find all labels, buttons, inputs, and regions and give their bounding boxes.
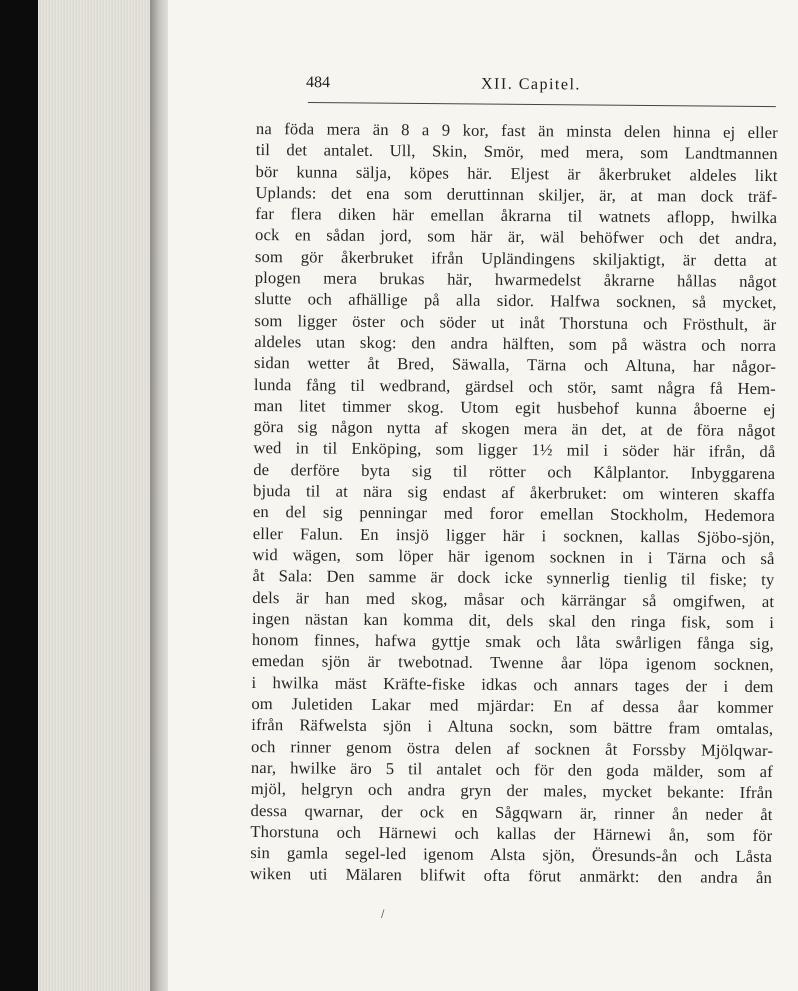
text-line: de derföre byta sig til rötter och Kålplantor. Inbyggarena xyxy=(253,459,776,483)
text-line: wed in til Enköping, som ligger 1½ mil i söder här ifrån, då xyxy=(253,438,776,462)
text-line: slutte och afhällige på alla sidor. Halfwa socknen, så mycket, xyxy=(254,289,777,313)
text-line: nar, hwilke äro 5 til antalet och för den goda mälder, som af xyxy=(250,757,773,781)
text-line: aldeles utan skog: den andra hälften, som på wästra och norra xyxy=(254,331,777,356)
text-line: ock en sådan jord, som här är, wäl behöfwer och det andra, xyxy=(255,225,778,249)
running-header xyxy=(306,74,778,104)
text-line: Uplands: det ena som deruttinnan skiljer, är, at man dock träf- xyxy=(255,182,778,206)
text-line: far flera diken här emellan åkrarna til watnets aflopp, hwilka xyxy=(255,204,778,228)
margin-mark: / xyxy=(381,909,385,920)
book-page-edges xyxy=(38,0,156,991)
text-line: eller Falun. En insjö ligger här i socknen, kallas Sjöbo-sjön, xyxy=(252,523,775,547)
text-line: man litet timmer skog. Utom egit husbehof kunna åboerne ej xyxy=(253,395,776,419)
body-text xyxy=(250,118,778,889)
text-line: en del sig penningar med foror emellan Stockholm, Hedemora xyxy=(252,502,775,526)
text-line: ingen nästan kan komma dit, dels skal den ringa fisk, som i xyxy=(251,608,775,632)
text-line: wid wägen, som löper här igenom socknen in i Tärna och så xyxy=(252,544,775,569)
text-line: göra sig någon nytta af skogen mera än det, at de föra något xyxy=(253,417,776,441)
text-line: sidan wetter åt Bred, Säwalla, Tärna och Altuna, har någor- xyxy=(254,353,777,377)
text-line: til det antalet. Ull, Skin, Smör, med mera, som Landtmannen xyxy=(255,140,778,164)
text-line: dessa qwarnar, der ock en Sågqwarn är, rinner ån neder åt xyxy=(250,800,773,824)
text-line: wiken uti Mälaren blifwit ofta förut anmärkt: den andra ån xyxy=(249,864,773,888)
text-line: som gör åkerbruket ifrån Upländingens skiljaktigt, är detta at xyxy=(254,246,777,270)
text-line: ifrån Räfwelsta sjön i Altuna sockn, som bättre fram omtalas, xyxy=(251,715,774,739)
text-line: plogen mera brukas här, hwarmedelst åkrarne hållas något xyxy=(254,268,777,292)
page-number: 484 xyxy=(305,74,331,92)
text-line: om Juletiden Lakar med mjärdar: En af dessa åar kommer xyxy=(251,693,774,718)
text-line: bör kunna sälja, köpes här. Eljest är åkerbruket aldeles likt xyxy=(255,161,778,185)
text-line: mjöl, helgryn och andra gryn der males, mycket bekante: Ifrån xyxy=(250,779,773,803)
text-line: emedan sjön är twebotnad. Twenne åar löpa igenom socknen, xyxy=(251,651,774,675)
text-line: na föda mera än 8 a 9 kor, fast än minsta delen hinna ej eller xyxy=(255,118,778,143)
text-line: bjuda til at nära sig endast af åkerbruket: om winteren skaffa xyxy=(252,481,776,505)
text-line: sin gamla segel-led igenom Alsta sjön, Öresunds-ån och Låsta xyxy=(250,843,773,867)
text-line: Thorstuna och Härnewi och kallas der Härnewi ån, som för xyxy=(250,821,773,845)
text-line: som ligger öster och söder ut inåt Thorstuna och Frösthult, är xyxy=(254,310,777,334)
text-line: och rinner genom östra delen af socknen åt Forssby Mjölqwar- xyxy=(250,736,774,760)
text-line: i hwilka mäst Kräfte-fiske idkas och annars tages der i dem xyxy=(251,672,774,696)
text-line: honom finnes, hafwa gyttje smak och låta swårligen fånga sig, xyxy=(251,630,774,654)
text-line: lunda fång til wedbrand, gärdsel och stör, samt några få Hem- xyxy=(253,374,776,398)
text-line: åt Sala: Den samme är dock icke synnerlig tienlig til fiske; ty xyxy=(252,566,775,590)
chapter-title: XII. Capitel. xyxy=(480,75,582,94)
text-line: dels är han med skog, måsar och kärrängar så omgifwen, at xyxy=(252,587,775,611)
